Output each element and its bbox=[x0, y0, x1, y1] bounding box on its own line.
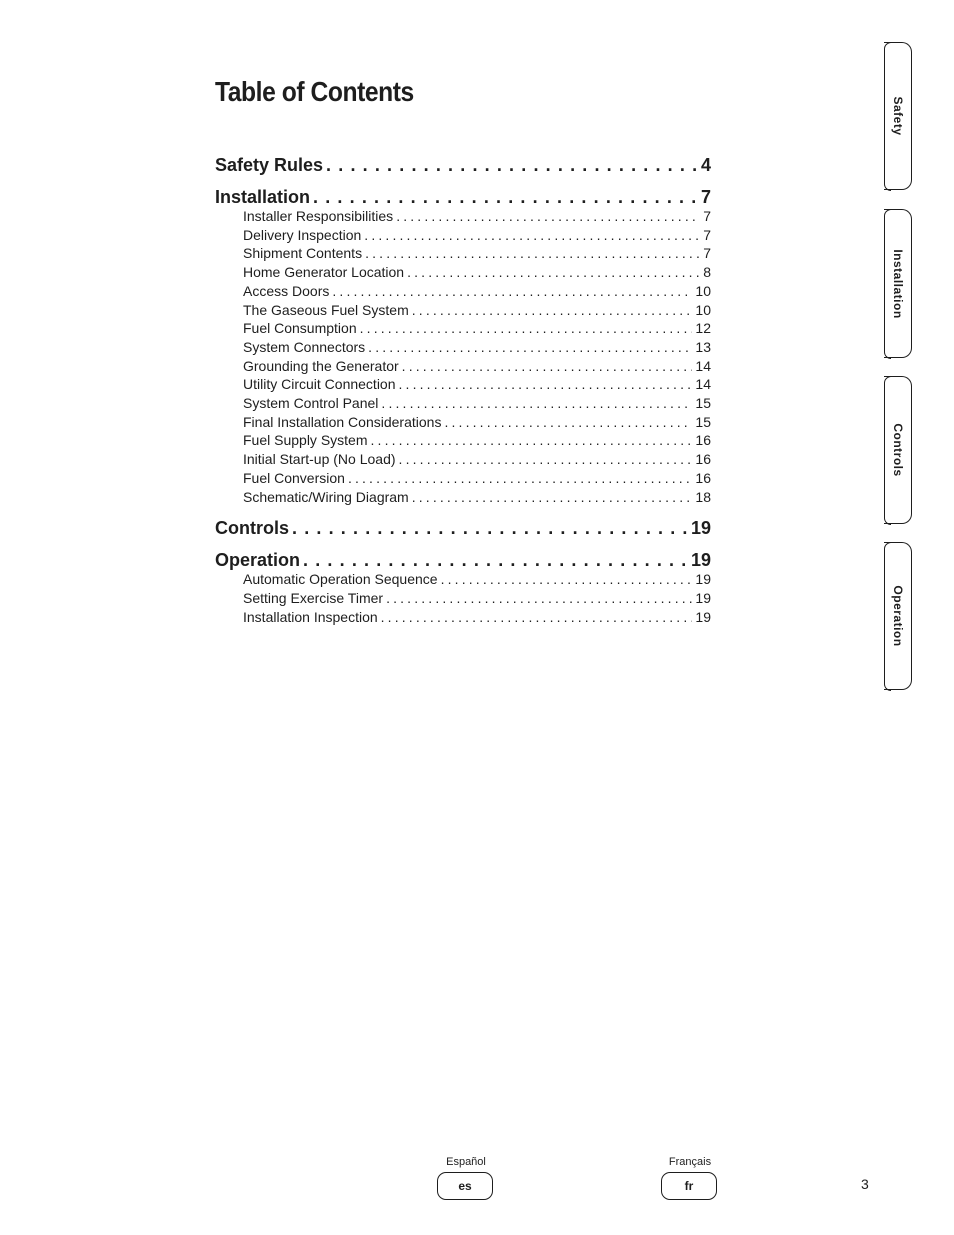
toc-section-label: Installation bbox=[215, 187, 311, 207]
toc-entry-page: 10 bbox=[695, 282, 711, 299]
toc-section[interactable] bbox=[215, 518, 711, 540]
leader-dots bbox=[348, 470, 692, 486]
toc-entry[interactable] bbox=[243, 432, 711, 450]
toc-entry-label: Delivery Inspection bbox=[243, 226, 362, 243]
toc-entry-label: Installer Responsibilities bbox=[243, 208, 394, 224]
leader-dots bbox=[360, 320, 693, 336]
leader-dots bbox=[313, 187, 698, 208]
toc-entry-label: Initial Start-up (No Load) bbox=[243, 451, 396, 468]
side-tab-controls[interactable] bbox=[884, 376, 912, 524]
toc-entry[interactable] bbox=[243, 451, 711, 469]
leader-dots bbox=[365, 245, 700, 261]
leader-dots bbox=[399, 451, 693, 467]
toc-section-page: 19 bbox=[690, 550, 711, 571]
leader-dots bbox=[441, 571, 693, 587]
toc-entry-label: Utility Circuit Connection bbox=[243, 376, 396, 393]
toc-entry[interactable] bbox=[243, 395, 711, 413]
leader-dots bbox=[396, 208, 700, 224]
toc-section-label: Operation bbox=[215, 550, 301, 571]
leader-dots bbox=[332, 283, 692, 299]
toc-entry-page: 7 bbox=[703, 245, 711, 262]
toc-entry-label: Fuel Supply System bbox=[243, 432, 368, 449]
toc-entry[interactable] bbox=[243, 571, 711, 589]
toc-entry-page: 14 bbox=[695, 376, 711, 393]
toc-entry[interactable] bbox=[243, 414, 711, 432]
toc-entry-page: 15 bbox=[695, 395, 711, 411]
side-tab-label: Operation bbox=[890, 585, 905, 647]
leader-dots bbox=[303, 550, 688, 571]
side-tab-label: Controls bbox=[890, 423, 905, 477]
side-tab-safety[interactable] bbox=[884, 42, 912, 190]
toc-entry[interactable] bbox=[243, 489, 711, 507]
side-tab-installation[interactable] bbox=[884, 209, 912, 358]
toc-section-page: 7 bbox=[700, 187, 711, 207]
toc-entry-label: Shipment Contents bbox=[243, 245, 363, 262]
toc-entry[interactable] bbox=[243, 320, 711, 338]
leader-dots bbox=[368, 339, 692, 355]
leader-dots bbox=[364, 227, 700, 243]
toc-entry[interactable] bbox=[243, 245, 711, 263]
toc-entry-label: Installation Inspection bbox=[243, 608, 378, 625]
leader-dots bbox=[402, 358, 693, 374]
toc-entry-label: Fuel Consumption bbox=[243, 320, 357, 337]
leader-dots bbox=[371, 432, 693, 448]
toc-section-label: Safety Rules bbox=[215, 155, 324, 175]
toc-entry-label: Fuel Conversion bbox=[243, 469, 345, 486]
toc-entry-label: Grounding the Generator bbox=[243, 357, 399, 374]
language-button-fr[interactable]: fr bbox=[661, 1172, 717, 1200]
leader-dots bbox=[326, 155, 698, 176]
toc-entry-page: 15 bbox=[695, 413, 711, 430]
toc-entry-page: 19 bbox=[695, 608, 711, 625]
toc-section[interactable] bbox=[215, 550, 711, 572]
toc-entry-page: 12 bbox=[695, 320, 711, 337]
leader-dots bbox=[386, 590, 692, 606]
toc-entry[interactable] bbox=[243, 609, 711, 627]
toc-entry-page: 7 bbox=[703, 226, 711, 243]
toc-section-page: 19 bbox=[690, 518, 711, 539]
side-tab-operation[interactable] bbox=[884, 542, 912, 690]
toc-entry-label: Access Doors bbox=[243, 282, 330, 299]
language-label-es: Español bbox=[446, 1156, 486, 1168]
toc-entry[interactable] bbox=[243, 590, 711, 608]
leader-dots bbox=[412, 489, 693, 505]
leader-dots bbox=[381, 609, 693, 625]
toc-entry[interactable] bbox=[243, 358, 711, 376]
toc-entry-page: 19 bbox=[695, 589, 711, 606]
toc-entry-page: 19 bbox=[695, 571, 711, 588]
toc-entry-page: 10 bbox=[695, 301, 711, 318]
toc-entry-page: 8 bbox=[703, 264, 711, 281]
leader-dots bbox=[412, 302, 693, 318]
toc-section-label: Controls bbox=[215, 518, 289, 539]
toc-entry-label: Setting Exercise Timer bbox=[243, 589, 384, 606]
toc-entry-page: 13 bbox=[695, 338, 711, 355]
toc-entry[interactable] bbox=[243, 376, 711, 394]
toc-entry-label: Home Generator Location bbox=[243, 264, 405, 281]
toc-entry-page: 14 bbox=[695, 357, 711, 374]
toc-entry[interactable] bbox=[243, 283, 711, 301]
page-title: Table of Contents bbox=[215, 76, 414, 107]
leader-dots bbox=[407, 264, 700, 280]
toc-entry-page: 7 bbox=[703, 208, 711, 224]
language-label-fr: Français bbox=[668, 1156, 712, 1168]
toc-entry-label: Automatic Operation Sequence bbox=[243, 571, 438, 588]
page-number: 3 bbox=[861, 1176, 869, 1192]
toc-entry[interactable] bbox=[243, 227, 711, 245]
toc-entry-page: 16 bbox=[695, 432, 711, 449]
toc-section[interactable] bbox=[215, 187, 711, 209]
toc-entry-label: Final Installation Considerations bbox=[243, 413, 442, 430]
toc-entry-page: 18 bbox=[695, 488, 711, 505]
toc-entry[interactable] bbox=[243, 470, 711, 488]
leader-dots bbox=[292, 518, 688, 539]
leader-dots bbox=[399, 376, 693, 392]
toc-entry[interactable] bbox=[243, 339, 711, 357]
toc-section-page: 4 bbox=[700, 155, 711, 175]
toc-entry-label: Schematic/Wiring Diagram bbox=[243, 488, 409, 505]
toc-entry-label: System Control Panel bbox=[243, 395, 379, 411]
side-tab-label: Installation bbox=[890, 248, 905, 319]
toc-entry-page: 16 bbox=[695, 451, 711, 468]
toc-entry[interactable] bbox=[243, 264, 711, 282]
toc-entry-label: System Connectors bbox=[243, 338, 366, 355]
side-tab-label: Safety bbox=[890, 96, 905, 136]
toc-entry-page: 16 bbox=[695, 469, 711, 486]
toc-entry[interactable] bbox=[243, 302, 711, 320]
toc-entry[interactable] bbox=[243, 208, 711, 226]
toc-entry-label: The Gaseous Fuel System bbox=[243, 301, 409, 318]
toc-section[interactable] bbox=[215, 155, 711, 177]
leader-dots bbox=[381, 395, 692, 411]
language-button-es[interactable]: es bbox=[437, 1172, 493, 1200]
leader-dots bbox=[444, 414, 692, 430]
